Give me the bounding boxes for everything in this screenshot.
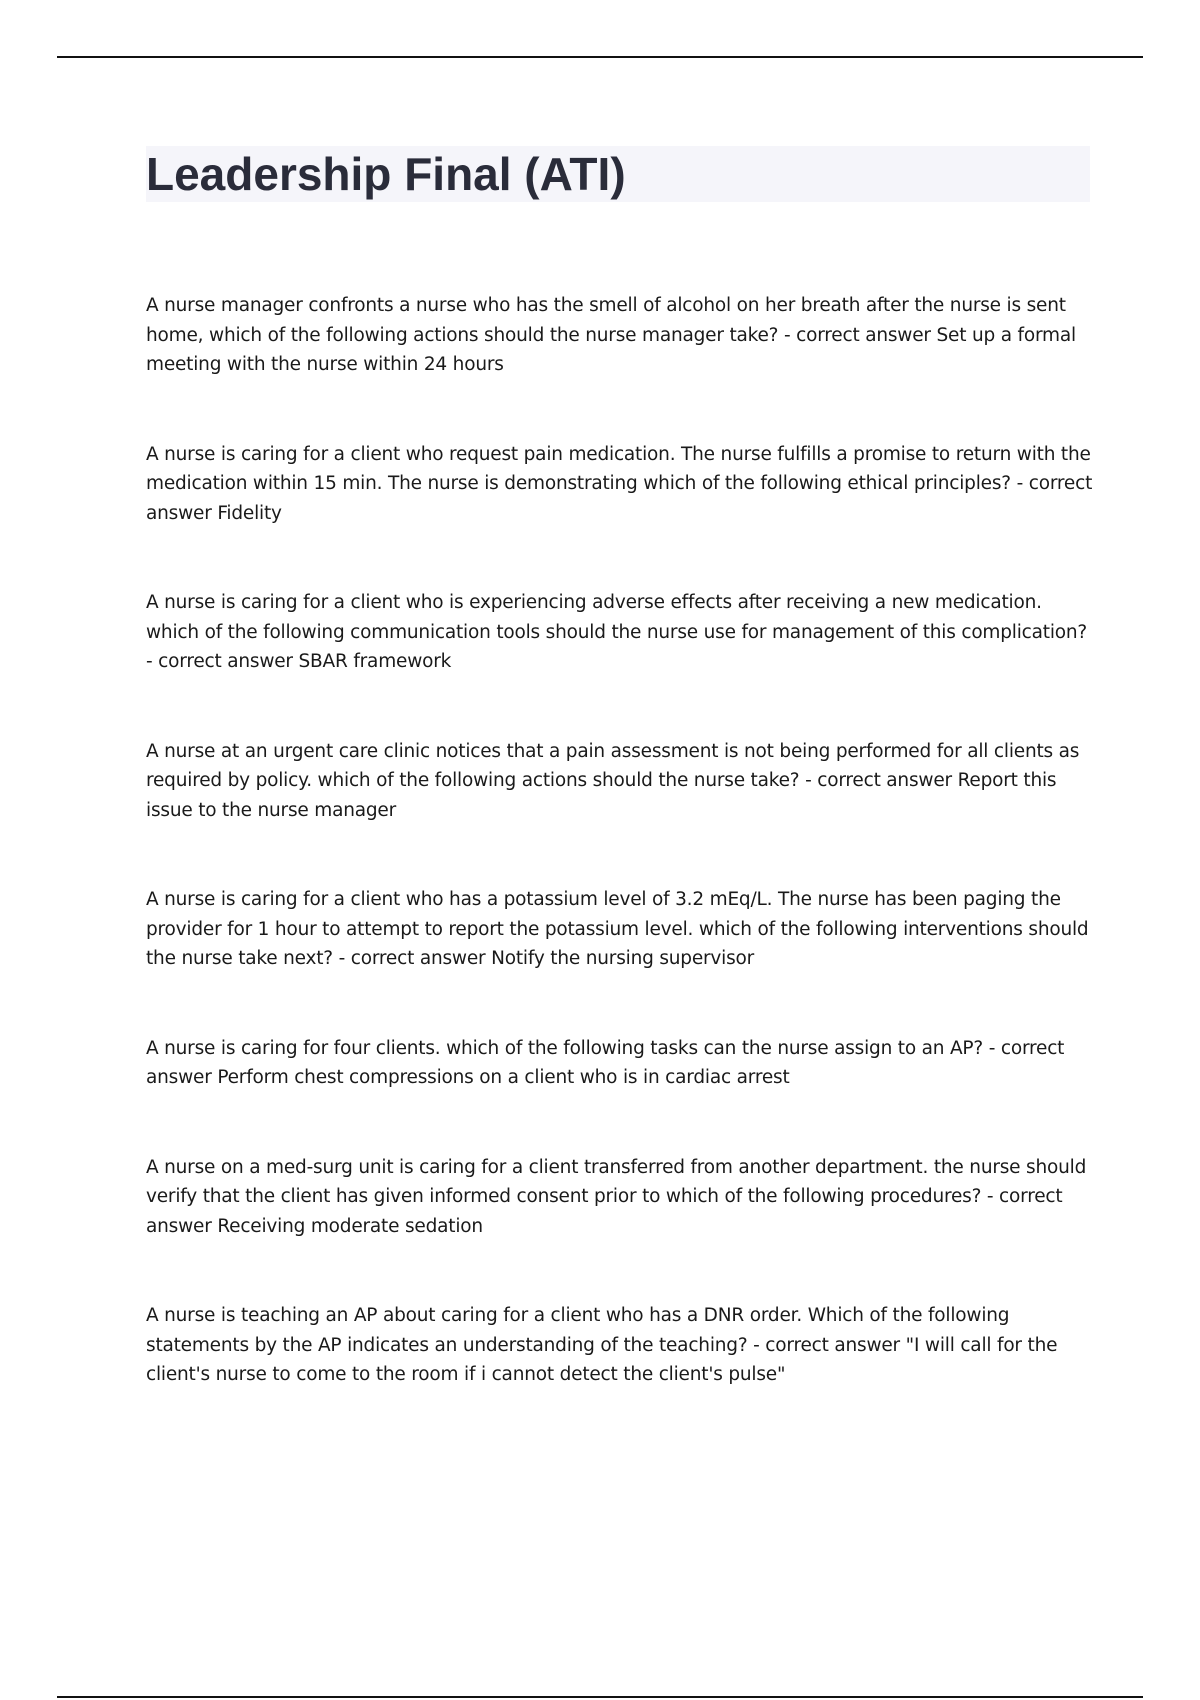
qa-question: A nurse is teaching an AP about caring for a client who has a DNR order. Which of the following statements by the AP indicates an understanding of the teaching?: [146, 1305, 1010, 1356]
qa-separator: - correct answer: [747, 1334, 906, 1356]
qa-separator: - correct answer: [146, 651, 299, 672]
qa-question: A nurse is caring for a client who is experiencing adverse effects after receiving a new medication. which of the following communication tools should the nurse use for management of this complication?: [146, 592, 1088, 643]
qa-separator: - correct answer: [778, 324, 937, 346]
qa-question: A nurse manager confronts a nurse who has the smell of alcohol on her breath after the nurse is sent home, which of the following actions should the nurse manager take?: [146, 295, 1066, 346]
qa-answer: Notify the nursing supervisor: [491, 948, 755, 969]
qa-answer: Report this issue to the nurse manager: [146, 770, 1057, 821]
qa-question: A nurse is caring for a client who has a potassium level of 3.2 mEq/L. The nurse has been paging the provider for 1 hour to attempt to report the potassium level. which of the following interventions should the nurse take next?: [146, 889, 1089, 969]
qa-item: [146, 1301, 1096, 1390]
page-title: Leadership Final (ATI): [146, 148, 626, 200]
qa-item: [146, 588, 1096, 677]
qa-answer: Fidelity: [217, 502, 282, 524]
qa-question: A nurse on a med-surg unit is caring for a client transferred from another department. the nurse should verify that the client has given informed consent prior to which of the following procedures?: [146, 1156, 1087, 1207]
qa-answer: Set up a formal meeting with the nurse within 24 hours: [146, 324, 1076, 375]
qa-separator: - correct answer: [332, 948, 492, 969]
qa-item: [146, 885, 1096, 974]
qa-separator: - correct answer: [146, 473, 1093, 524]
qa-item: [146, 440, 1096, 529]
qa-list: [146, 291, 1096, 1450]
qa-separator: - correct answer: [146, 1037, 1065, 1088]
qa-item: [146, 1034, 1096, 1093]
qa-item: [146, 737, 1096, 826]
qa-separator: - correct answer: [799, 770, 958, 791]
bottom-rule: [57, 1696, 1143, 1698]
qa-item: [146, 1153, 1096, 1242]
qa-answer: Receiving moderate sedation: [217, 1215, 483, 1237]
qa-question: A nurse is caring for a client who request pain medication. The nurse fulfills a promise to return with the medication within 15 min. The nurse is demonstrating which of the following ethical principles?: [146, 443, 1091, 494]
qa-question: A nurse at an urgent care clinic notices that a pain assessment is not being performed for all clients as required by policy. which of the following actions should the nurse take?: [146, 740, 1080, 791]
qa-separator: - correct answer: [146, 1186, 1063, 1237]
qa-item: [146, 291, 1096, 380]
top-rule: [57, 56, 1143, 58]
qa-question: A nurse is caring for four clients. which of the following tasks can the nurse assign to an AP?: [146, 1037, 984, 1059]
qa-answer: Perform chest compressions on a client who is in cardiac arrest: [217, 1067, 790, 1088]
qa-answer: SBAR framework: [298, 651, 452, 672]
qa-answer: "I will call for the client's nurse to come to the room if i cannot detect the client's pulse": [146, 1334, 1058, 1385]
